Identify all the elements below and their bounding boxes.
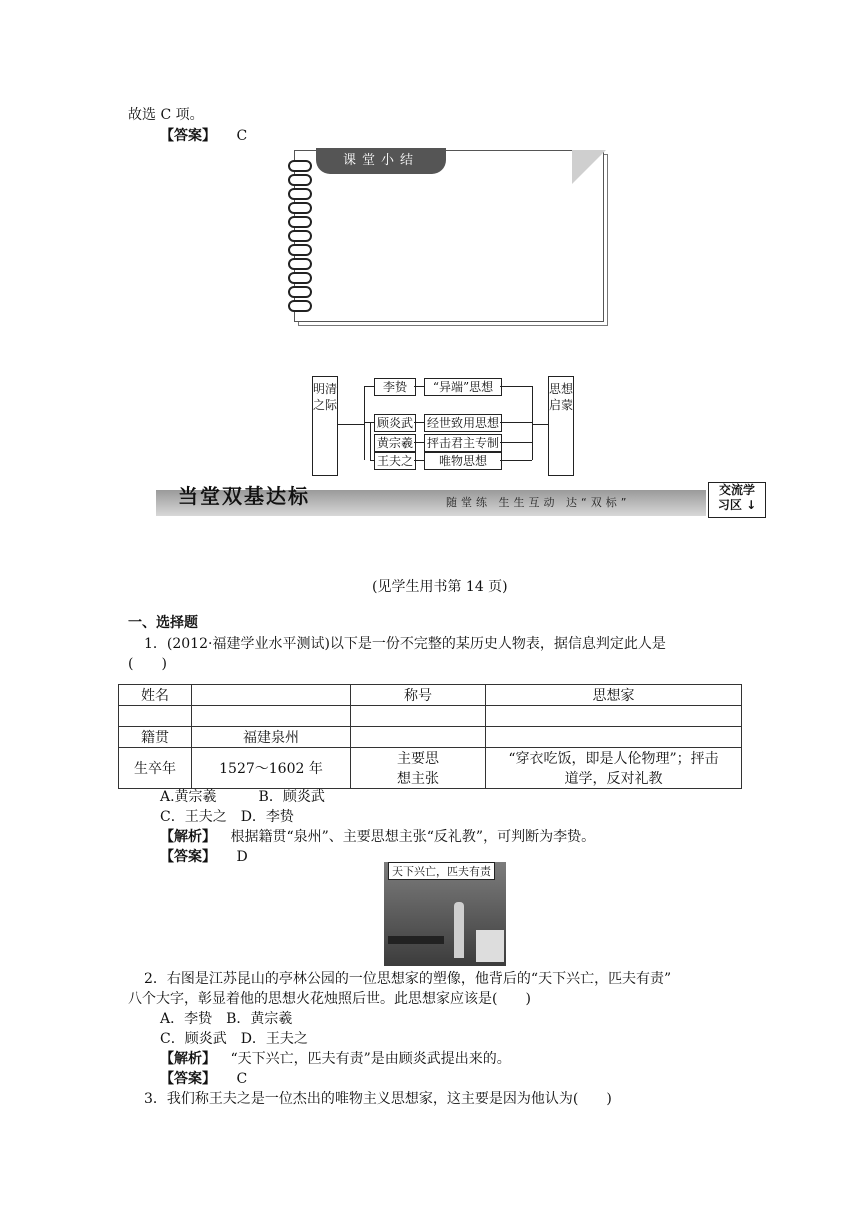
concept-map [312,376,582,474]
connector [364,386,365,460]
answer-value: C [236,1071,248,1087]
q1-stem-line1: 1．(2012·福建学业水平测试)以下是一份不完整的某历史人物表，据信息判定此人是 [144,636,666,652]
idea-box: 抨击君主专制 [424,434,502,452]
person-box: 王夫之 [374,452,416,470]
table-cell: 思想家 [486,685,742,706]
spiral-ring-icon [288,258,312,270]
person-box: 顾炎武 [374,414,416,432]
q2-options-2: C．顾炎武 D．王夫之 [160,1031,308,1047]
q1-options-1: A.黄宗羲 B．顾炎武 [160,789,325,805]
spiral-ring-icon [288,300,312,312]
exchange-area-button[interactable] [708,482,766,518]
page-reference: (见学生用书第 14 页) [372,579,508,595]
q2-stem-line1: 2．右图是江苏昆山的亭林公园的一位思想家的塑像，他背后的“天下兴亡，匹夫有责” [144,971,672,987]
table-cell: 主要思 想主张 [351,748,486,789]
table-cell: 籍贯 [119,727,192,748]
table-cell: 称号 [351,685,486,706]
idea-box: “异端”思想 [424,378,502,396]
table-cell: “穿衣吃饭，即是人伦物理”；抨击 道学，反对礼教 [486,748,742,789]
table-cell: 福建泉州 [192,727,351,748]
q3-stem: 3．我们称王夫之是一位杰出的唯物主义思想家，这主要是因为他认为( ) [144,1091,612,1107]
table-cell [486,727,742,748]
answer-label: 【答案】 [160,1071,216,1087]
analysis-text: “天下兴亡，匹夫有责”是由顾炎武提出来的。 [230,1051,511,1067]
button-line-2: 习区 ↓ [717,498,757,512]
answer-value: D [236,849,248,865]
connector [414,386,424,387]
spiral-ring-icon [288,160,312,172]
banner-title: 当堂双基达标 [178,484,310,508]
analysis-text: 根据籍贯“泉州”、主要思想主张“反礼教”，可判断为李贽。 [230,829,596,845]
answer-line [160,125,247,145]
table-cell [192,685,351,706]
table-cell [351,706,486,727]
table-cell [351,727,486,748]
spiral-ring-icon [288,202,312,214]
section-banner [156,480,762,518]
statue-figure [454,902,464,958]
q1-analysis [160,826,595,846]
connector [500,442,532,443]
person-info-table [118,684,742,789]
banner-subtitle: 随堂练 生生互动 达“双标” [446,496,631,509]
table-row [119,706,742,727]
spiral-ring-icon [288,286,312,298]
q1-options-2: C．王夫之 D．李贽 [160,809,294,825]
map-left-box: 明清之际 [312,376,338,476]
prev-text: 故选 C 项。 [128,107,204,123]
table-cell [119,706,192,727]
person-box: 李贽 [374,378,416,396]
spiral-ring-icon [288,174,312,186]
connector [370,422,371,460]
q2-answer [160,1068,247,1088]
q1-answer [160,846,248,866]
connector [500,460,532,461]
connector [500,422,532,423]
spiral-ring-icon [288,230,312,242]
arrow-down-icon: ↓ [741,498,757,512]
map-right-box: 思想启蒙 [548,376,574,476]
button-line-1: 交流学 [718,483,755,497]
spiral-ring-icon [288,244,312,256]
table-cell [486,706,742,727]
table-cell [192,706,351,727]
q2-stem-line2: 八个大字，彰显着他的思想火花烛照后世。此思想家应该是( ) [128,991,531,1007]
section-heading: 一、选择题 [128,615,198,631]
q2-options-1: A．李贽 B．黄宗羲 [160,1011,293,1027]
table-row [119,727,742,748]
table-cell: 1527～1602 年 [192,748,351,789]
summary-notebook [288,146,608,324]
table-row [119,685,742,706]
photo-caption: 天下兴亡，匹夫有责 [388,862,495,880]
connector [364,422,374,423]
table-cell: 生卒年 [119,748,192,789]
page-curl-icon [572,150,606,184]
answer-label: 【答案】 [160,849,216,865]
connector [338,424,364,425]
table-cell: 姓名 [119,685,192,706]
spiral-ring-icon [288,216,312,228]
answer-value: C [236,128,248,144]
q2-analysis [160,1048,511,1068]
q1-stem-line2: ( ) [128,656,167,672]
inscription-wall [388,936,444,944]
answer-label: 【答案】 [160,128,216,144]
connector [532,386,533,460]
person-box: 黄宗羲 [374,434,416,452]
spiral-ring-icon [288,188,312,200]
connector [532,424,548,425]
connector [414,460,424,461]
connector [414,422,424,423]
analysis-label: 【解析】 [160,1051,216,1067]
spiral-ring-icon [288,272,312,284]
table-row [119,748,742,789]
connector [414,442,424,443]
notebook-page [294,150,604,322]
connector [500,386,532,387]
analysis-label: 【解析】 [160,829,216,845]
idea-box: 唯物思想 [424,452,502,470]
connector [364,386,374,387]
idea-box: 经世致用思想 [424,414,502,432]
building [476,930,504,962]
notebook-tab: 课堂小结 [316,148,446,174]
